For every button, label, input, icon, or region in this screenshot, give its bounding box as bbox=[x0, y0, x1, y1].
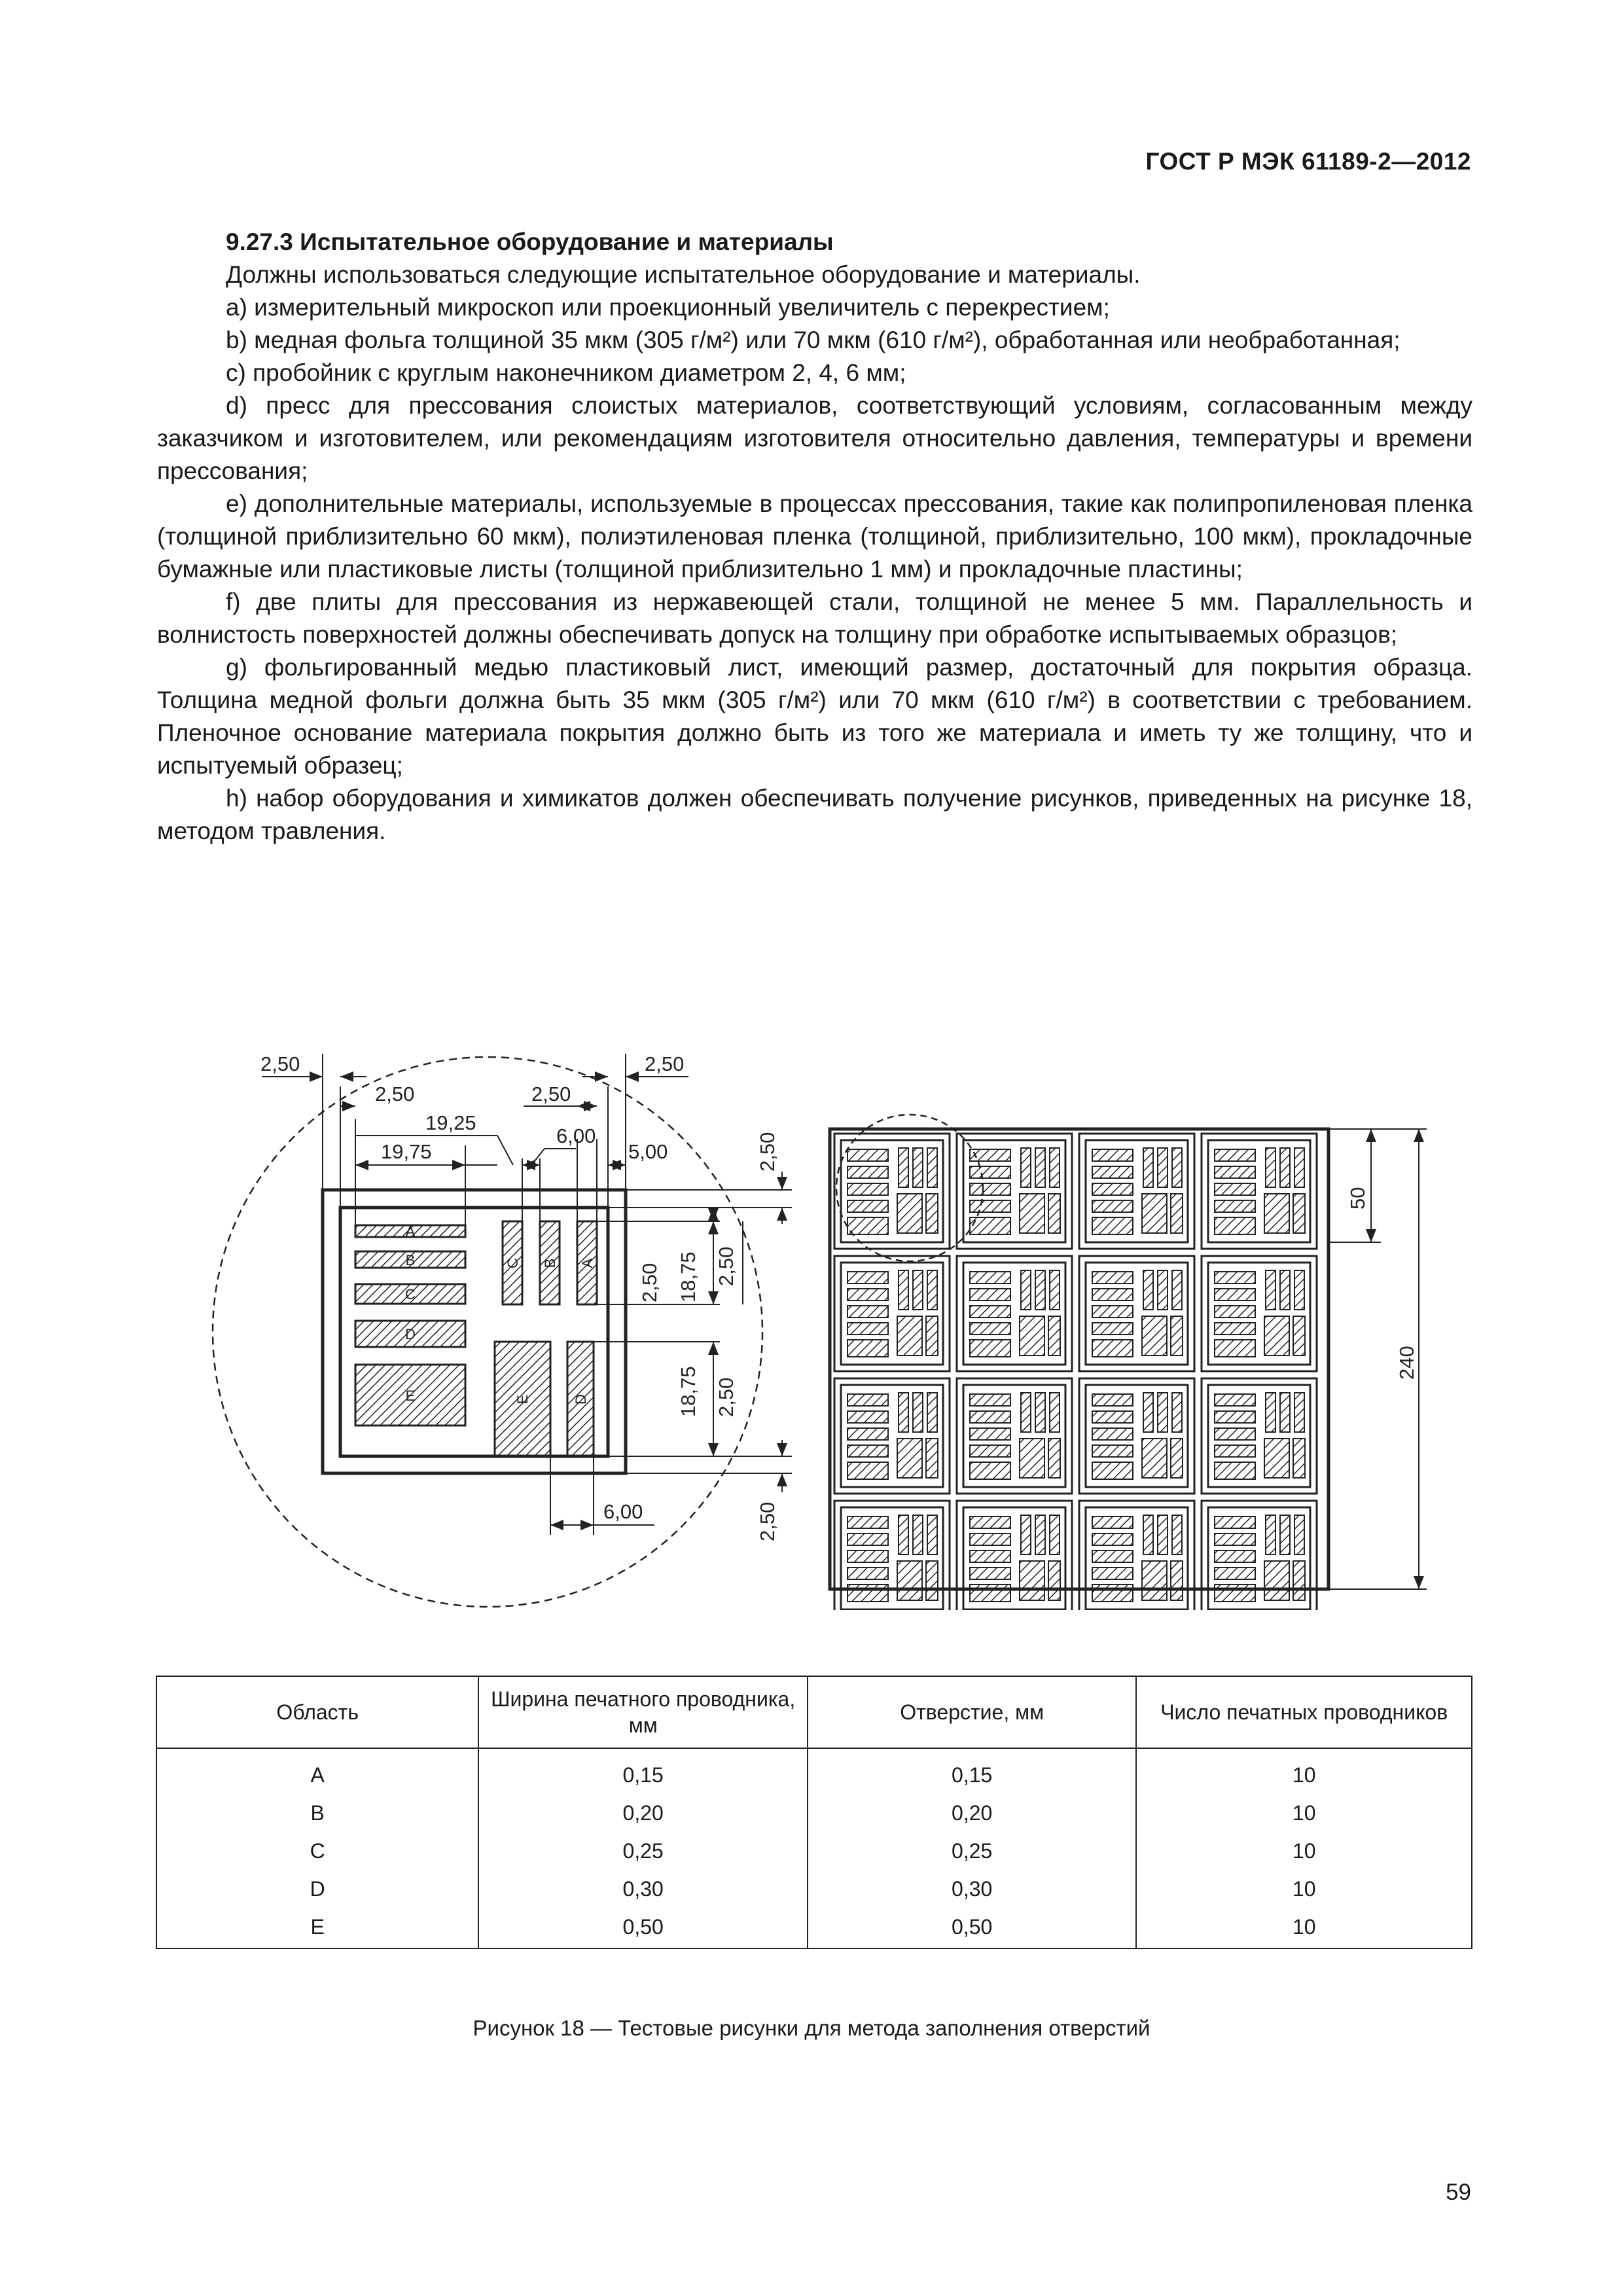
cell-track bbox=[970, 1149, 1010, 1161]
region-table bbox=[156, 1676, 1472, 1949]
coupon-cell bbox=[957, 1134, 1072, 1249]
label-a-vertical: A bbox=[579, 1258, 596, 1268]
cell-track-vertical bbox=[899, 1393, 908, 1432]
cell-track bbox=[970, 1394, 1010, 1406]
cell-block bbox=[1142, 1194, 1167, 1233]
cell-track bbox=[1092, 1394, 1133, 1406]
cell-track bbox=[847, 1428, 888, 1440]
dim-right-2-50-a: 2,50 bbox=[638, 1263, 661, 1302]
cell-track bbox=[1215, 1149, 1255, 1161]
coupon-cell bbox=[1079, 1134, 1194, 1249]
cell-track bbox=[1215, 1183, 1255, 1195]
cell-track-vertical bbox=[1158, 1270, 1168, 1310]
cell-block bbox=[1293, 1316, 1305, 1355]
cell-track-vertical bbox=[1050, 1270, 1060, 1310]
list-item-d: d) пресс для прессования слоистых материалов, соответствующий условиям, согласованным между заказчиком и изготовителем, или рекомендациям изготовителя относительно давления, температуры и времени прессования; bbox=[157, 392, 1472, 484]
cell-track-vertical bbox=[1050, 1515, 1060, 1554]
dim-right-2-50-c: 2,50 bbox=[715, 1377, 738, 1417]
cell-track bbox=[1215, 1411, 1255, 1423]
cell-track bbox=[847, 1166, 888, 1178]
cell-track-vertical bbox=[1172, 1148, 1182, 1187]
cell-block bbox=[1048, 1194, 1060, 1233]
cell-track bbox=[1215, 1340, 1255, 1357]
cell-track-vertical bbox=[1143, 1393, 1153, 1432]
cell-track-vertical bbox=[899, 1148, 908, 1187]
cell-block bbox=[1020, 1316, 1044, 1355]
cell-track bbox=[970, 1323, 1010, 1335]
cell-block bbox=[1264, 1561, 1289, 1600]
cell-block bbox=[926, 1439, 938, 1478]
cell-block bbox=[897, 1561, 922, 1600]
cell-track bbox=[847, 1411, 888, 1423]
cell-track-vertical bbox=[1021, 1270, 1031, 1310]
table-row bbox=[156, 1794, 1472, 1832]
cell-track-vertical bbox=[1158, 1515, 1168, 1554]
cell-track-vertical bbox=[1021, 1515, 1031, 1554]
list-item-f: f) две плиты для прессования из нержавеющей стали, толщиной не менее 5 мм. Параллельность и волнистость поверхностей должны обеспечивать допуск на толщину при обработке испытываемых образцов; bbox=[157, 588, 1472, 648]
dim-right-2-50-top: 2,50 bbox=[756, 1132, 779, 1172]
cell-track bbox=[1215, 1200, 1255, 1212]
cell-track bbox=[847, 1462, 888, 1479]
cell: 10 bbox=[1136, 1870, 1472, 1908]
list-item-g: g) фольгированный медью пластиковый лист, имеющий размер, достаточный для покрытия образца. Толщина медной фольги должна быть 35 мкм (305 г/м²) или 70 мкм (610 г/м²) в соответствии с требованием. Пленочное основание материала покрытия должно быть из того же материала и иметь ту же толщину, что и испытуемый образец; bbox=[157, 654, 1472, 779]
cell-track-vertical bbox=[1035, 1148, 1045, 1187]
coupon-detail bbox=[213, 1054, 792, 1607]
cell-track-vertical bbox=[1143, 1270, 1153, 1310]
label-c: C bbox=[405, 1286, 416, 1302]
cell-block bbox=[1264, 1439, 1289, 1478]
coupon-cell bbox=[957, 1501, 1072, 1610]
cell-track bbox=[1215, 1551, 1255, 1562]
cell: 10 bbox=[1136, 1748, 1472, 1794]
dim-19-25: 19,25 bbox=[425, 1111, 476, 1134]
cell-track bbox=[970, 1585, 1010, 1602]
cell-block bbox=[1293, 1561, 1305, 1600]
cell-track bbox=[1215, 1568, 1255, 1579]
cell-track bbox=[970, 1462, 1010, 1479]
cell-track bbox=[970, 1183, 1010, 1195]
cell-block bbox=[926, 1316, 938, 1355]
cell-track bbox=[847, 1585, 888, 1602]
cell-track-vertical bbox=[899, 1515, 908, 1554]
cell-block bbox=[1048, 1316, 1060, 1355]
cell-track bbox=[970, 1428, 1010, 1440]
coupon-cell bbox=[834, 1256, 950, 1371]
detail-circle bbox=[213, 1057, 762, 1607]
cell-track-vertical bbox=[1280, 1270, 1290, 1310]
dim-bottom-6: 6,00 bbox=[603, 1500, 643, 1523]
cell-track-vertical bbox=[1021, 1148, 1031, 1187]
col-header-count: Число печатных проводников bbox=[1136, 1676, 1472, 1748]
cell-block bbox=[1048, 1561, 1060, 1600]
coupon-cell bbox=[834, 1378, 950, 1494]
cell-track bbox=[1215, 1289, 1255, 1300]
dim-right-18-75-b: 18,75 bbox=[677, 1366, 700, 1417]
cell-block bbox=[1142, 1561, 1167, 1600]
coupon-cell bbox=[834, 1134, 950, 1249]
coupon-cell bbox=[1079, 1256, 1194, 1371]
cell-track-vertical bbox=[1172, 1515, 1182, 1554]
coupon-cell bbox=[1202, 1501, 1317, 1610]
cell-track bbox=[1215, 1394, 1255, 1406]
cell-track-vertical bbox=[1050, 1393, 1060, 1432]
list-item-b: b) медная фольга толщиной 35 мкм (305 г/м²) или 70 мкм (610 г/м²), обработанная или необработанная; bbox=[226, 327, 1400, 353]
body-text bbox=[157, 226, 1472, 848]
dim-top-left: 2,50 bbox=[260, 1052, 300, 1075]
cell-track-vertical bbox=[1294, 1270, 1304, 1310]
cell-track bbox=[847, 1217, 888, 1234]
cell-block bbox=[1171, 1439, 1183, 1478]
page-header: ГОСТ Р МЭК 61189-2—2012 bbox=[1145, 148, 1471, 175]
dim-5: 5,00 bbox=[628, 1140, 668, 1163]
dim-right-2-50-d: 2,50 bbox=[756, 1501, 779, 1541]
label-b-vertical: B bbox=[542, 1258, 558, 1268]
table-row bbox=[156, 1870, 1472, 1908]
coupon-cell bbox=[957, 1378, 1072, 1494]
cell-track-vertical bbox=[1035, 1393, 1045, 1432]
cell-track bbox=[1092, 1183, 1133, 1195]
cell-track bbox=[1092, 1568, 1133, 1579]
cell-track bbox=[1092, 1445, 1133, 1457]
cell: B bbox=[156, 1794, 478, 1832]
cell-block bbox=[1293, 1194, 1305, 1233]
list-item-e: e) дополнительные материалы, используемые в процессах прессования, такие как полипропиленовая пленка (толщиной приблизительно 60 мкм), полиэтиленовая пленка (толщиной, приблизительно, 100 мкм), прокладочные бумажные или пластиковые листы (толщиной приблизительно 1 мм) и прокладочные пластины; bbox=[157, 490, 1472, 583]
figure-caption: Рисунок 18 — Тестовые рисунки для метода заполнения отверстий bbox=[473, 2016, 1150, 2040]
cell-track-vertical bbox=[913, 1393, 923, 1432]
cell-track-vertical bbox=[927, 1148, 937, 1187]
cell: A bbox=[156, 1748, 478, 1794]
cell-track bbox=[1092, 1166, 1133, 1178]
cell-track-vertical bbox=[1280, 1515, 1290, 1554]
cell-track bbox=[1092, 1411, 1133, 1423]
cell-block bbox=[1171, 1561, 1183, 1600]
list-item-h: h) набор оборудования и химикатов должен обеспечивать получение рисунков, приведенных на рисунке 18, методом травления. bbox=[157, 785, 1472, 844]
cell: 0,30 bbox=[478, 1870, 808, 1908]
cell-track bbox=[1092, 1323, 1133, 1335]
cell-track bbox=[847, 1289, 888, 1300]
cell-track bbox=[1092, 1585, 1133, 1602]
cell-track bbox=[970, 1166, 1010, 1178]
cell-track bbox=[1215, 1428, 1255, 1440]
cell-track bbox=[970, 1306, 1010, 1318]
cell-track-vertical bbox=[1280, 1148, 1290, 1187]
cell-track bbox=[1092, 1340, 1133, 1357]
dim-right-18-75-a: 18,75 bbox=[677, 1251, 700, 1302]
table-row bbox=[156, 1748, 1472, 1794]
coupon-cell bbox=[1079, 1501, 1194, 1610]
cell-track bbox=[847, 1340, 888, 1357]
col-header-hole: Отверстие, мм bbox=[808, 1676, 1137, 1748]
coupon-cell bbox=[1202, 1134, 1317, 1249]
cell: E bbox=[156, 1908, 478, 1948]
cell-track-vertical bbox=[1158, 1148, 1168, 1187]
cell-block bbox=[897, 1316, 922, 1355]
cell-track-vertical bbox=[1035, 1270, 1045, 1310]
panel-cells bbox=[834, 1134, 1317, 1610]
cell: 0,25 bbox=[478, 1832, 808, 1870]
cell-track-vertical bbox=[1266, 1270, 1275, 1310]
dim-top-right: 2,50 bbox=[645, 1052, 685, 1075]
cell-track-vertical bbox=[913, 1515, 923, 1554]
test-pattern-figure bbox=[196, 995, 1440, 1610]
dim-19-75: 19,75 bbox=[381, 1140, 432, 1163]
cell-track-vertical bbox=[913, 1148, 923, 1187]
label-d-vertical: D bbox=[573, 1394, 589, 1405]
cell-track-vertical bbox=[899, 1270, 908, 1310]
cell: 10 bbox=[1136, 1794, 1472, 1832]
cell-track bbox=[970, 1551, 1010, 1562]
cell-track bbox=[970, 1411, 1010, 1423]
label-d: D bbox=[405, 1326, 416, 1342]
cell-track-vertical bbox=[1266, 1515, 1275, 1554]
cell: D bbox=[156, 1870, 478, 1908]
table-row bbox=[156, 1832, 1472, 1870]
coupon-cell bbox=[834, 1501, 950, 1610]
table-row bbox=[156, 1908, 1472, 1948]
cell-block bbox=[1048, 1439, 1060, 1478]
cell-track bbox=[1092, 1149, 1133, 1161]
cell-track-vertical bbox=[1266, 1393, 1275, 1432]
label-b: B bbox=[405, 1252, 416, 1268]
cell: 0,15 bbox=[478, 1748, 808, 1794]
cell-track bbox=[1215, 1516, 1255, 1528]
cell-track bbox=[847, 1149, 888, 1161]
cell: C bbox=[156, 1832, 478, 1870]
cell-track bbox=[847, 1445, 888, 1457]
dim-second-right: 2,50 bbox=[531, 1083, 571, 1105]
cell-track bbox=[1215, 1534, 1255, 1545]
cell-track-vertical bbox=[927, 1270, 937, 1310]
cell-track bbox=[1215, 1217, 1255, 1234]
cell: 0,50 bbox=[478, 1908, 808, 1948]
cell-track-vertical bbox=[1172, 1393, 1182, 1432]
cell-track bbox=[1092, 1462, 1133, 1479]
cell-track-vertical bbox=[1266, 1148, 1275, 1187]
cell-track bbox=[847, 1306, 888, 1318]
cell-track bbox=[970, 1340, 1010, 1357]
cell-track bbox=[1215, 1306, 1255, 1318]
cell-block bbox=[926, 1561, 938, 1600]
cell-track-vertical bbox=[1280, 1393, 1290, 1432]
cell-track bbox=[970, 1217, 1010, 1234]
cell-track bbox=[970, 1534, 1010, 1545]
list-item-a: a) измерительный микроскоп или проекционный увеличитель с перекрестием; bbox=[226, 294, 1110, 321]
cell-track bbox=[1215, 1462, 1255, 1479]
cell-block bbox=[1171, 1316, 1183, 1355]
label-c-vertical: C bbox=[505, 1258, 521, 1268]
cell-track-vertical bbox=[927, 1515, 937, 1554]
cell-block bbox=[897, 1194, 922, 1233]
cell-track bbox=[1092, 1289, 1133, 1300]
cell: 0,30 bbox=[808, 1870, 1137, 1908]
cell-track bbox=[970, 1200, 1010, 1212]
cell-block bbox=[1020, 1194, 1044, 1233]
col-header-region: Область bbox=[156, 1676, 478, 1748]
cell-track bbox=[847, 1183, 888, 1195]
cell: 0,15 bbox=[808, 1748, 1137, 1794]
cell-track-vertical bbox=[1143, 1515, 1153, 1554]
cell-track-vertical bbox=[1294, 1515, 1304, 1554]
cell: 0,25 bbox=[808, 1832, 1137, 1870]
cell-track bbox=[1092, 1428, 1133, 1440]
cell-track bbox=[1092, 1272, 1133, 1283]
cell: 0,50 bbox=[808, 1908, 1137, 1948]
cell-track bbox=[1215, 1166, 1255, 1178]
cell-block bbox=[1020, 1439, 1044, 1478]
cell: 0,20 bbox=[808, 1794, 1137, 1832]
cell-track bbox=[1215, 1585, 1255, 1602]
cell-track bbox=[1215, 1323, 1255, 1335]
cell-block bbox=[926, 1194, 938, 1233]
cell-track-vertical bbox=[1050, 1148, 1060, 1187]
cell-track-vertical bbox=[1021, 1393, 1031, 1432]
coupon-cell bbox=[1202, 1378, 1317, 1494]
cell-block bbox=[1264, 1194, 1289, 1233]
cell: 10 bbox=[1136, 1832, 1472, 1870]
cell-block bbox=[1020, 1561, 1044, 1600]
dim-second-left: 2,50 bbox=[375, 1083, 415, 1105]
cell: 10 bbox=[1136, 1908, 1472, 1948]
cell: 0,20 bbox=[478, 1794, 808, 1832]
cell-track bbox=[847, 1568, 888, 1579]
list-item-c: c) пробойник с круглым наконечником диаметром 2, 4, 6 мм; bbox=[226, 359, 906, 386]
cell-track bbox=[847, 1551, 888, 1562]
cell-track bbox=[847, 1534, 888, 1545]
dim-panel-50: 50 bbox=[1346, 1187, 1369, 1210]
cell-track bbox=[847, 1323, 888, 1335]
cell-block bbox=[1171, 1194, 1183, 1233]
label-e: E bbox=[405, 1388, 416, 1404]
cell-track bbox=[1092, 1551, 1133, 1562]
cell-track bbox=[1092, 1306, 1133, 1318]
cell-track bbox=[847, 1200, 888, 1212]
cell-track bbox=[970, 1516, 1010, 1528]
label-a: A bbox=[405, 1223, 416, 1240]
cell-block bbox=[1293, 1439, 1305, 1478]
dim-panel-240: 240 bbox=[1395, 1346, 1418, 1380]
cell-track bbox=[970, 1272, 1010, 1283]
coupon-cell bbox=[957, 1256, 1072, 1371]
cell-track-vertical bbox=[1172, 1270, 1182, 1310]
label-e-vertical: E bbox=[514, 1394, 531, 1405]
col-header-width: Ширина печатного проводника, мм bbox=[478, 1676, 808, 1748]
cell-block bbox=[1142, 1316, 1167, 1355]
cell-block bbox=[897, 1439, 922, 1478]
dim-right-2-50-b: 2,50 bbox=[715, 1246, 738, 1286]
cell-track-vertical bbox=[1294, 1393, 1304, 1432]
section-heading: 9.27.3 Испытательное оборудование и материалы bbox=[226, 228, 834, 255]
cell-track bbox=[970, 1445, 1010, 1457]
cell-track bbox=[1215, 1272, 1255, 1283]
cell-block bbox=[1142, 1439, 1167, 1478]
cell-track-vertical bbox=[1143, 1148, 1153, 1187]
paragraph: Должны использоваться следующие испытательное оборудование и материалы. bbox=[226, 261, 1141, 288]
coupon-cell bbox=[1202, 1256, 1317, 1371]
cell-track bbox=[970, 1568, 1010, 1579]
cell-track-vertical bbox=[1294, 1148, 1304, 1187]
cell-track bbox=[847, 1516, 888, 1528]
cell-track bbox=[847, 1272, 888, 1283]
cell-track bbox=[970, 1289, 1010, 1300]
cell-block bbox=[1264, 1316, 1289, 1355]
coupon-cell bbox=[1079, 1378, 1194, 1494]
cell-track-vertical bbox=[1158, 1393, 1168, 1432]
cell-track bbox=[1092, 1200, 1133, 1212]
cell-track-vertical bbox=[913, 1270, 923, 1310]
page-number: 59 bbox=[1446, 2179, 1471, 2205]
panel-layout bbox=[830, 1115, 1427, 1610]
cell-track bbox=[847, 1394, 888, 1406]
cell-track-vertical bbox=[927, 1393, 937, 1432]
cell-track bbox=[1215, 1445, 1255, 1457]
cell-track-vertical bbox=[1035, 1515, 1045, 1554]
dim-6-top: 6,00 bbox=[556, 1124, 596, 1147]
cell-track bbox=[1092, 1534, 1133, 1545]
cell-track bbox=[1092, 1516, 1133, 1528]
cell-track bbox=[1092, 1217, 1133, 1234]
